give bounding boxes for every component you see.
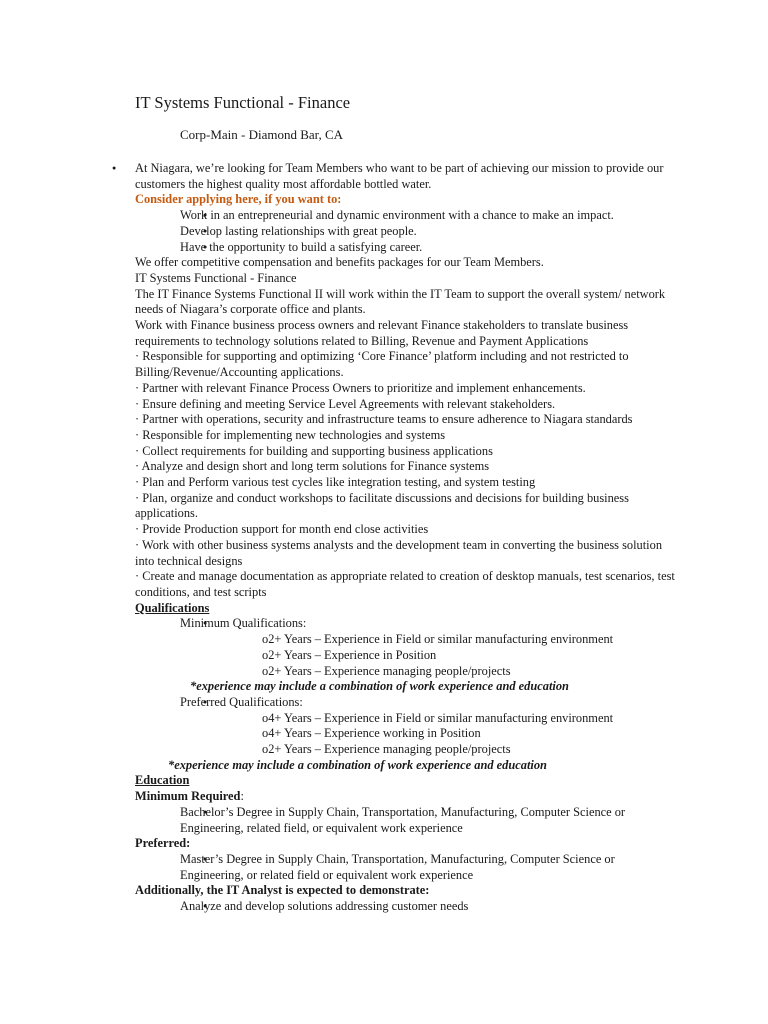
role-title: IT Systems Functional - Finance [135, 270, 297, 285]
preferred-experience-note: *experience may include a combination of work experience and education [168, 757, 547, 772]
duty-item: · Analyze and design short and long term solutions for Finance systems [135, 459, 490, 474]
min-required-list [135, 805, 675, 836]
duty-item: · Responsible for supporting and optimizing ‘Core Finance’ platform including and not restricted to Billing/Revenue/Accounting applications. [135, 349, 629, 380]
qualifications-list [135, 616, 675, 679]
preferred-qualifications-item [180, 695, 675, 758]
role-detail: Work with Finance business process owners and relevant Finance stakeholders to translate business requirements to technology solutions related to Billing, Revenue and Payment Applications [135, 318, 629, 348]
minimum-subitem: o2+ Years – Experience managing people/projects [262, 663, 511, 678]
minimum-subitem: o2+ Years – Experience in Field or similar manufacturing environment [262, 632, 614, 647]
minimum-qualifications-label: Minimum Qualifications: [180, 616, 307, 631]
consider-heading: Consider applying here, if you want to: [135, 192, 342, 207]
minimum-experience-note: *experience may include a combination of work experience and education [190, 679, 569, 694]
education-heading: Education [135, 773, 190, 788]
duty-item: · Work with other business systems analysts and the development team in converting the business solution into technical designs [135, 537, 663, 568]
consider-item: ● Have the opportunity to build a satisfying career. [180, 240, 675, 256]
min-required-line [135, 789, 675, 805]
offer-text: We offer competitive compensation and benefits packages for our Team Members. [135, 255, 544, 270]
duty-item: · Partner with relevant Finance Process Owners to prioritize and implement enhancements. [135, 380, 586, 395]
preferred-sublist [180, 711, 675, 758]
duty-item: · Responsible for implementing new technologies and systems [135, 427, 446, 442]
duty-item: · Plan, organize and conduct workshops to facilitate discussions and decisions for building business applications. [135, 490, 629, 521]
duty-item: · Partner with operations, security and infrastructure teams to ensure adherence to Niagara standards [135, 412, 633, 427]
main-bullet-list [135, 161, 675, 915]
duty-item: · Plan and Perform various test cycles like integration testing, and system testing [135, 475, 536, 490]
preferred-subitem: o2+ Years – Experience managing people/projects [262, 742, 511, 757]
preferred-subitem: o4+ Years – Experience working in Position [262, 726, 481, 741]
additional-item: ● Analyze and develop solutions addressing customer needs [180, 899, 675, 915]
preferred-edu-label: Preferred: [135, 836, 191, 851]
additional-list [135, 899, 675, 915]
duty-item: · Ensure defining and meeting Service Level Agreements with relevant stakeholders. [135, 396, 556, 411]
duty-item: · Create and manage documentation as appropriate related to creation of desktop manuals, test scenarios, test conditions, and test scripts [135, 569, 675, 599]
min-required-item: ● Bachelor’s Degree in Supply Chain, Transportation, Manufacturing, Computer Science or Engineering, related field, or equivalent work experience [180, 805, 675, 836]
consider-item: ● Work in an entrepreneurial and dynamic environment with a chance to make an impact. [180, 208, 675, 224]
min-required-label: Minimum Required [135, 789, 241, 804]
intro-text: ● At Niagara, we’re looking for Team Members who want to be part of achieving our mission to provide our customers the highest quality most affordable bottled water. [135, 161, 664, 191]
page-title: IT Systems Functional - Finance [135, 93, 351, 112]
minimum-qualifications-item [180, 616, 675, 679]
duty-item: · Provide Production support for month end close activities [135, 522, 429, 537]
qualifications-heading: Qualifications [135, 600, 210, 615]
role-summary: The IT Finance Systems Functional II will work within the IT Team to support the overall system/ network needs of Niagara’s corporate office and plants. [135, 286, 666, 317]
preferred-subitem: o4+ Years – Experience in Field or similar manufacturing environment [262, 710, 614, 725]
minimum-sublist [180, 632, 675, 679]
duty-item: · Collect requirements for building and supporting business applications [135, 443, 493, 458]
preferred-edu-item: ● Master’s Degree in Supply Chain, Transportation, Manufacturing, Computer Science or Engineering, or related field or equivalent work experience [180, 852, 675, 883]
preferred-edu-list [135, 852, 675, 883]
minimum-subitem: o2+ Years – Experience in Position [262, 647, 437, 662]
job-location: Corp-Main - Diamond Bar, CA [180, 127, 344, 142]
min-required-colon: : [240, 789, 244, 804]
consider-item: ● Develop lasting relationships with great people. [180, 224, 675, 240]
consider-list [135, 208, 675, 255]
additional-heading: Additionally, the IT Analyst is expected to demonstrate: [135, 883, 430, 898]
preferred-qualifications-label: Preferred Qualifications: [180, 694, 303, 709]
document-body [135, 161, 675, 915]
intro-item [135, 161, 675, 915]
preferred-qualifications-list [135, 695, 675, 758]
